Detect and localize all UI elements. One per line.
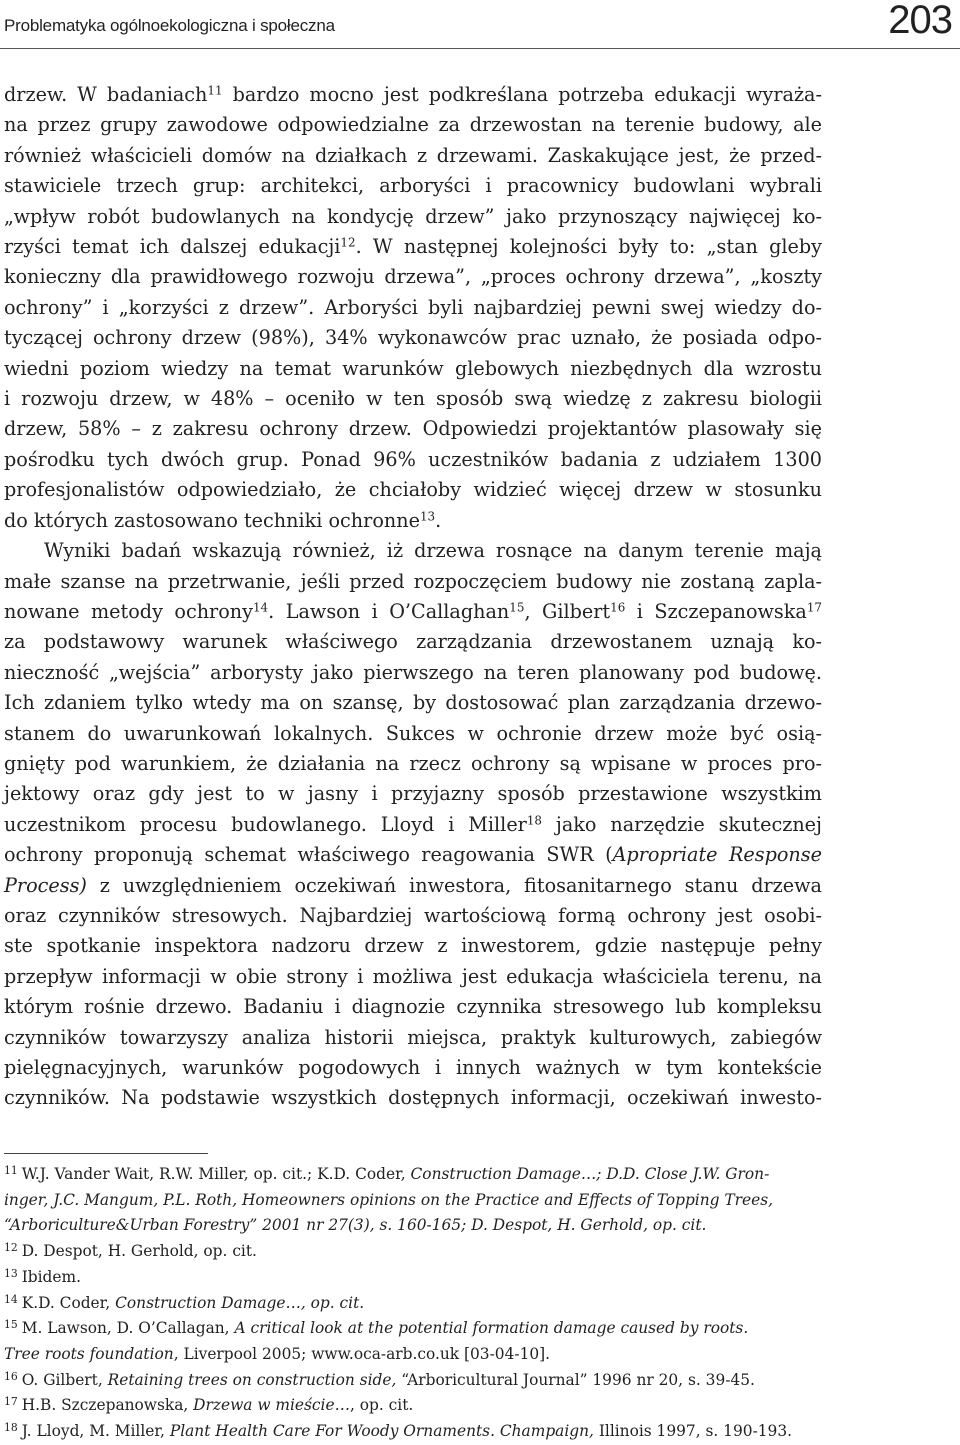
text-span: , Liverpool 2005; www.oca-arb.co.uk [03-04-10]. (173, 1344, 551, 1363)
text-line (4, 80, 822, 110)
text-span: K.D. Coder, (21, 1293, 116, 1312)
paragraph-1 (4, 80, 822, 536)
footnote-separator (4, 1153, 208, 1154)
italic-text: Retaining trees on construction side, (107, 1370, 397, 1389)
text-line: tyczącej ochrony drzew (98%), 34% wykonawców prac uznało, że posiada odpo- (4, 326, 822, 350)
footnote-number: 17 (4, 1395, 18, 1409)
italic-text: Plant Health Care For Woody Ornaments. Champaign, (169, 1422, 594, 1441)
text-line: Ich zdaniem tylko wtedy ma on szansę, by dostosować plan zarządzania drzewo- (4, 691, 822, 715)
text-line: ste spotkanie inspektora nadzoru drzew z inwestorem, gdzie następuje pełny (4, 934, 822, 958)
footnote-number: 18 (4, 1421, 18, 1435)
text-line: i rozwoju drzew, w 48% – oceniło w ten sposób swą wiedzę z zakresu biologii (4, 387, 822, 411)
text-line: „wpływ robót budowlanych na kondycję drzew” jako przynoszący najwięcej ko- (4, 204, 822, 228)
footnote-ref[interactable]: 12 (340, 235, 356, 250)
text-span: W.J. Vander Wait, R.W. Miller, op. cit.; K.D. Coder, (21, 1165, 411, 1183)
text-line: czynników. Na podstawie wszystkich dostępnych informacji, oczekiwań inwesto- (4, 1086, 822, 1110)
footnote-ref[interactable]: 16 (610, 600, 626, 615)
running-head: Problematyka ogólnoekologiczna i społeczna (4, 16, 335, 35)
footnote-11 (4, 1162, 822, 1239)
text-line: pielęgnacyjnych, warunków pogodowych i innych ważnych w tym kontekście (4, 1056, 822, 1079)
text-span: D. Despot, H. Gerhold, op. cit. (21, 1242, 257, 1261)
footnote-17 (4, 1393, 822, 1419)
text-span: uczestnikom procesu budowlanego. Lloyd i Miller (4, 812, 527, 836)
text-span: Ibidem. (21, 1267, 82, 1286)
text-span: . Lawson i O’Callaghan (268, 599, 510, 623)
paragraph-2 (4, 536, 822, 1114)
italic-text: A critical look at the potential formation damage caused by roots. (234, 1319, 749, 1338)
text-line (4, 810, 822, 840)
italic-text: “Arboriculture&Urban Forestry” 2001 nr 27(3), s. 160-165; D. Despot, H. Gerhold, op. cit. (4, 1216, 707, 1235)
text-span: jako narzędzie skutecznej (542, 812, 822, 836)
text-span: i Szczepanowska (625, 599, 807, 623)
footnote-number: 12 (4, 1241, 18, 1255)
text-line: Wyniki badań wskazują również, iż drzewa rosnące na danym terenie mają (44, 539, 822, 563)
text-line: jektowy oraz gdy jest to w jasny i przyjazny sposób przestawione wszystkim (4, 782, 822, 806)
text-line (4, 597, 822, 627)
footnote-13 (4, 1265, 822, 1291)
text-line: gnięty pod warunkiem, że działania na rzecz ochrony są wpisane w proces pro- (4, 751, 822, 775)
footnote-number: 16 (4, 1369, 18, 1383)
page-header (0, 0, 960, 48)
text-span: . W następnej kolejności były to: „stan gleby (355, 235, 822, 259)
footnotes (4, 1162, 822, 1445)
text-line (4, 840, 822, 870)
footnote-ref[interactable]: 15 (509, 600, 525, 615)
text-span: H.B. Szczepanowska, (21, 1396, 194, 1415)
italic-text: Process) (4, 873, 87, 897)
text-span: rzyści temat ich dalszej edukacji (4, 235, 341, 259)
text-line: czynników towarzyszy analiza historii miejsca, praktyk kulturowych, zabiegów (4, 1025, 822, 1049)
text-span: O. Gilbert, (21, 1370, 108, 1389)
footnote-18 (4, 1419, 822, 1445)
text-line: ochrony” i „korzyści z drzew”. Arboryści byli najbardziej pewni swej wiedzy do- (4, 295, 822, 319)
text-line: wiedni poziom wiedzy na temat warunków glebowych niezbędnych dla wzrostu (4, 356, 822, 380)
text-line (4, 871, 822, 901)
italic-text: Construction Damage…, op. cit. (115, 1293, 365, 1312)
text-line (4, 232, 822, 262)
footnote-number: 13 (4, 1266, 18, 1280)
text-span: bardzo mocno jest podkreślana potrzeba edukacji wyraża- (222, 83, 822, 106)
italic-text: Drzewa w mieście… (193, 1396, 350, 1415)
text-span: “Arboricultural Journal” 1996 nr 20, s. 39-45. (396, 1370, 755, 1389)
footnote-14 (4, 1291, 822, 1317)
italic-text: Tree roots foundation (4, 1344, 174, 1363)
text-line: nieczność „wejścia” arborysty jako pierwszego na teren planowany pod budowę. (4, 660, 822, 684)
footnote-15 (4, 1316, 822, 1367)
text-line: konieczny dla prawidłowego rozwoju drzewa”, „proces ochrony drzewa”, „koszty (4, 265, 822, 289)
text-span: . (435, 508, 442, 532)
text-span: , op. cit. (349, 1396, 414, 1415)
footnote-ref[interactable]: 13 (419, 509, 436, 524)
text-span: M. Lawson, D. O’Callagan, (21, 1319, 235, 1338)
footnote-ref[interactable]: 11 (207, 83, 223, 98)
text-line: za podstawowy warunek właściwego zarządzania drzewostanem uznają ko- (4, 630, 822, 654)
footnote-ref[interactable]: 18 (526, 813, 542, 828)
text-span: do których zastosowano techniki ochronne (4, 508, 420, 532)
text-line: również właścicieli domów na działkach z drzewami. Zaskakujące jest, że przed- (4, 143, 822, 167)
text-line: małe szanse na przetrwanie, jeśli przed rozpoczęciem budowy nie zostaną zapla- (4, 569, 822, 593)
text-line: oraz czynników stresowych. Najbardziej wartościową formą ochrony jest osobi- (4, 903, 822, 927)
text-span: Illinois 1997, s. 190-193. (593, 1422, 793, 1441)
italic-text: Apropriate Response (612, 843, 822, 867)
footnote-number: 11 (4, 1164, 18, 1178)
body-text (4, 80, 822, 1114)
footnote-number: 14 (4, 1292, 18, 1306)
footnote-ref[interactable]: 14 (252, 600, 269, 615)
italic-text: inger, J.C. Mangum, P.L. Roth, Homeowners opinions on the Practice and Effects of Topping Trees, (4, 1190, 774, 1209)
footnote-number: 15 (4, 1318, 18, 1332)
header-rule (0, 48, 960, 49)
text-span: nowane metody ochrony (4, 599, 253, 623)
text-span: J. Lloyd, M. Miller, (21, 1422, 170, 1441)
footnote-12 (4, 1239, 822, 1265)
text-line: na przez grupy zawodowe odpowiedzialne za drzewostan na terenie budowy, ale (4, 113, 822, 137)
text-line: którym rośnie drzewo. Badaniu i diagnozie czynnika stresowego lub kompleksu (4, 995, 822, 1019)
footnote-ref[interactable]: 17 (806, 600, 822, 615)
page-number: 203 (888, 0, 952, 42)
text-line: stawiciele trzech grup: architekci, arboryści i pracownicy budowlani wybrali (4, 174, 822, 198)
text-line (4, 506, 822, 536)
footnote-16 (4, 1368, 822, 1394)
text-span: drzew. W badaniach (4, 83, 208, 106)
text-line: pośrodku tych dwóch grup. Ponad 96% uczestników badania z udziałem 1300 (4, 447, 822, 471)
text-span: z uwzględnieniem oczekiwań inwestora, fitosanitarnego stanu drzewa (86, 873, 822, 897)
text-line: stanem do uwarunkowań lokalnych. Sukces w ochronie drzew może być osią- (4, 721, 822, 745)
text-span: ochrony proponują schemat właściwego reagowania SWR ( (4, 843, 613, 867)
text-span: , Gilbert (524, 599, 611, 623)
italic-text: Construction Damage…; D.D. Close J.W. Gron- (410, 1165, 770, 1183)
text-line: drzew, 58% – z zakresu ochrony drzew. Odpowiedzi projektantów plasowały się (4, 417, 822, 441)
text-line: przepływ informacji w obie strony i możliwa jest edukacja właściciela terenu, na (4, 964, 822, 988)
text-line: profesjonalistów odpowiedziało, że chciałoby widzieć więcej drzew w stosunku (4, 478, 822, 502)
